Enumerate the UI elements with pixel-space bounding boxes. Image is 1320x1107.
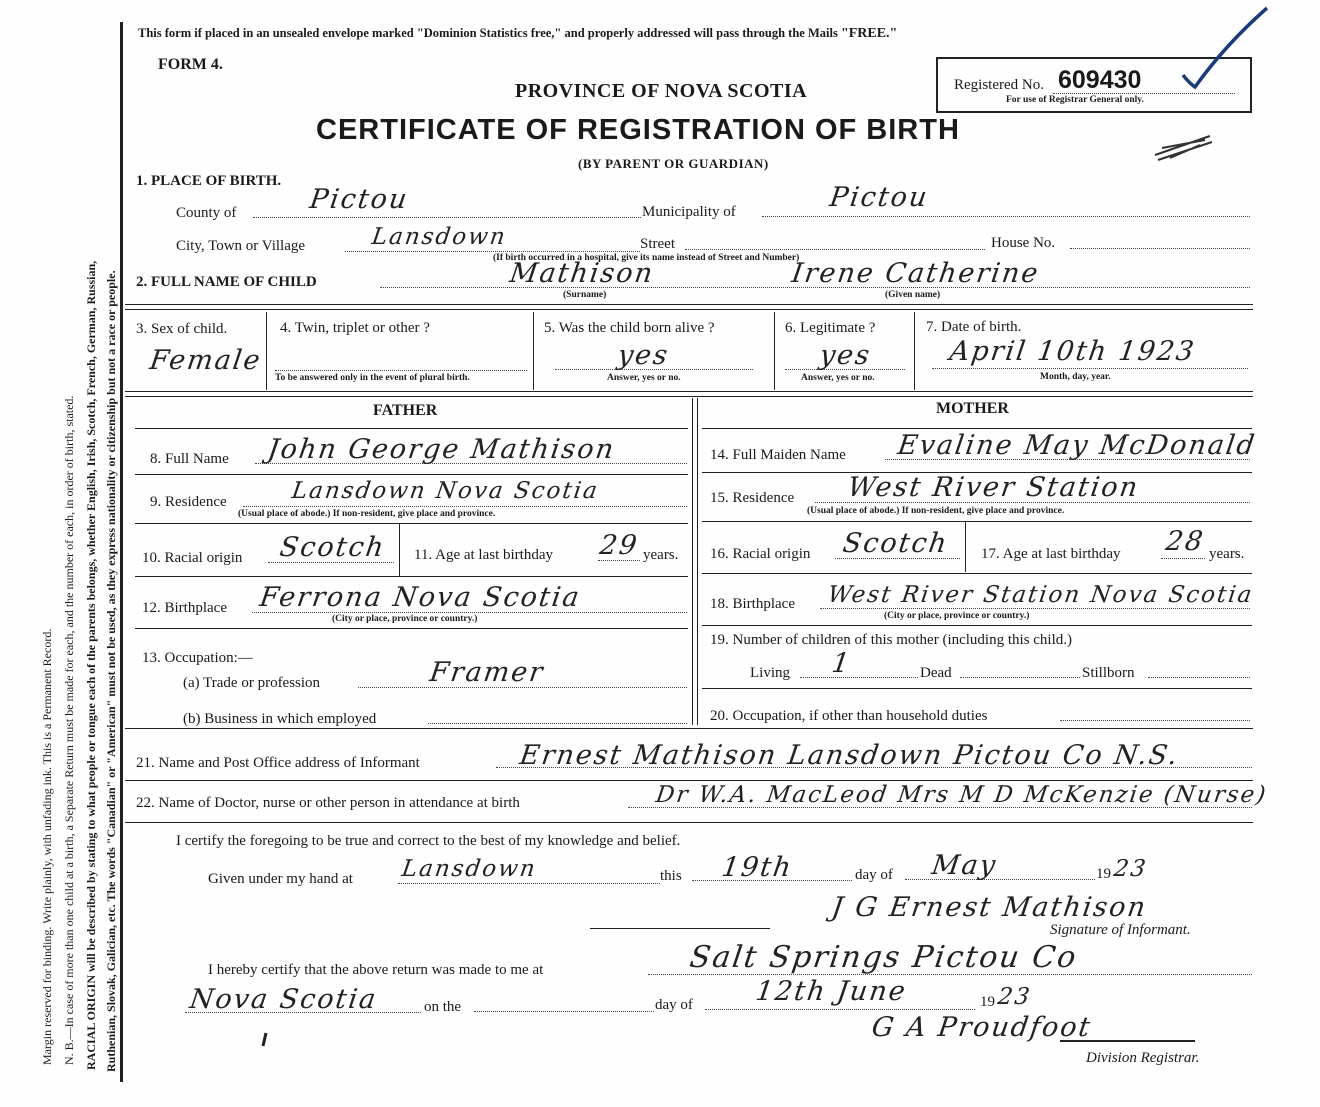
page-title: CERTIFICATE OF REGISTRATION OF BIRTH <box>316 114 960 146</box>
certify-year-value: 23 <box>1112 856 1150 882</box>
father-business-label: (b) Business in which employed <box>183 711 377 727</box>
father-residence-label: 9. Residence <box>150 494 227 510</box>
return-day-of-label: day of <box>655 997 693 1013</box>
child-surname: Mathison <box>507 258 657 289</box>
hospital-note: (If birth occurred in a hospital, give its name instead of Street and Number) <box>493 253 800 263</box>
surname-note: (Surname) <box>563 290 607 300</box>
mother-years-label: years. <box>1209 546 1245 562</box>
sex-label: 3. Sex of child. <box>136 321 228 337</box>
mother-birthplace-value: West River Station Nova Scotia <box>826 582 1256 608</box>
certify-day-value: 19th <box>719 852 795 883</box>
living-label: Living <box>750 665 790 681</box>
city-label: City, Town or Village <box>176 238 306 254</box>
margin-note-racial-origin-2: Ruthenian, Slovak, Galician, etc. The words "Canadian" or "American" must not be used, as they express nationality or citizenship but not a race or people. <box>104 270 118 1072</box>
mother-racial-label: 16. Racial origin <box>710 546 811 562</box>
return-date-value: 12th June <box>753 976 909 1007</box>
province-heading: PROVINCE OF NOVA SCOTIA <box>515 80 808 102</box>
doctor-label: 22. Name of Doctor, nurse or other person in attendance at birth <box>136 795 520 811</box>
dob-value: April 10th 1923 <box>947 336 1198 367</box>
father-name-value: John George Mathison <box>265 434 618 465</box>
father-trade-label: (a) Trade or profession <box>183 675 321 691</box>
given-place-value: Lansdown <box>400 856 539 882</box>
legitimate-value: yes <box>817 340 874 371</box>
certify-statement: I certify the foregoing to be true and correct to the best of my knowledge and belief. <box>176 833 681 849</box>
mother-name-value: Evaline May McDonald <box>895 430 1259 461</box>
given-name-note: (Given name) <box>885 290 941 300</box>
ink-scribble-icon <box>1150 130 1220 165</box>
mother-occupation-label: 20. Occupation, if other than household duties <box>710 708 988 724</box>
father-name-label: 8. Full Name <box>150 451 229 467</box>
municipality-value: Pictou <box>827 182 931 213</box>
sex-value: Female <box>147 345 264 376</box>
street-label: Street <box>640 236 675 252</box>
form-number: FORM 4. <box>158 56 223 73</box>
mother-abode-note: (Usual place of abode.) If non-resident, give place and province. <box>807 506 1065 516</box>
twin-note: To be answered only in the event of plural birth. <box>275 373 470 383</box>
given-under-hand-label: Given under my hand at <box>208 871 353 887</box>
father-birthplace-value: Ferrona Nova Scotia <box>257 582 583 613</box>
father-age-value: 29 <box>597 530 641 561</box>
informant-signature: J G Ernest Mathison <box>829 892 1150 923</box>
day-of-label: day of <box>855 867 893 883</box>
mother-age-label: 17. Age at last birthday <box>981 546 1121 562</box>
registrar-signature: G A Proudfoot <box>869 1012 1094 1043</box>
mother-name-label: 14. Full Maiden Name <box>710 447 846 463</box>
mother-birthplace-label: 18. Birthplace <box>710 596 795 612</box>
mother-birthplace-note: (City or place, province or country.) <box>884 611 1030 621</box>
dead-label: Dead <box>920 665 952 681</box>
checkmark-icon <box>1175 5 1275 90</box>
father-years-label: years. <box>643 547 679 563</box>
father-age-label: 11. Age at last birthday <box>414 547 553 563</box>
certify-month-value: May <box>929 850 1000 881</box>
division-registrar-label: Division Registrar. <box>1086 1050 1200 1066</box>
child-given-name: Irene Catherine <box>789 258 1042 289</box>
certify-year-prefix: 19 <box>1096 866 1111 882</box>
this-label: this <box>660 868 682 884</box>
return-year-value: 23 <box>996 984 1034 1010</box>
informant-label: 21. Name and Post Office address of Informant <box>136 755 420 771</box>
stillborn-label: Stillborn <box>1082 665 1135 681</box>
registered-label: Registered No. <box>954 77 1044 93</box>
father-residence-value: Lansdown Nova Scotia <box>290 478 601 504</box>
house-number-label: House No. <box>991 235 1056 251</box>
twin-label: 4. Twin, triplet or other ? <box>280 320 430 336</box>
page-subtitle: (BY PARENT OR GUARDIAN) <box>578 156 769 171</box>
mother-age-value: 28 <box>1163 526 1207 557</box>
return-made-label: I hereby certify that the above return was made to me at <box>208 962 544 978</box>
on-the-label: on the <box>424 999 462 1015</box>
children-count-label: 19. Number of children of this mother (including this child.) <box>710 632 1073 648</box>
return-place-value: Salt Springs Pictou Co <box>687 940 1080 975</box>
child-name-label: 2. FULL NAME OF CHILD <box>136 274 317 290</box>
father-racial-value: Scotch <box>277 532 388 563</box>
registrar-note: For use of Registrar General only. <box>1006 95 1144 105</box>
informant-signature-label: Signature of Informant. <box>1050 922 1191 938</box>
father-heading: FATHER <box>373 402 438 419</box>
mother-residence-label: 15. Residence <box>710 490 795 506</box>
mail-note: This form if placed in an unsealed envelope marked "Dominion Statistics free," and properly addressed will pass through the Mails "FREE." <box>138 26 898 41</box>
father-racial-label: 10. Racial origin <box>142 550 243 566</box>
margin-note-binding: Margin reserved for binding. Write plainly, with unfading ink. This is a Permanent Record. <box>40 628 54 1065</box>
dob-note: Month, day, year. <box>1040 372 1111 382</box>
living-value: 1 <box>829 648 854 679</box>
doctor-value: Dr W.A. MacLeod Mrs M D McKenzie (Nurse) <box>654 782 1270 808</box>
margin-note-multiple-births: N. B.—In case of more than one child at a birth, a Separate Return must be made for each, and the number of each, in order of birth, stated. <box>62 395 76 1065</box>
alive-value: yes <box>615 340 672 371</box>
father-occupation-label: 13. Occupation:— <box>142 650 253 666</box>
registered-number: 609430 <box>1058 66 1142 94</box>
informant-value: Ernest Mathison Lansdown Pictou Co N.S. <box>517 740 1182 771</box>
city-value: Lansdown <box>370 224 509 250</box>
municipality-label: Municipality of <box>642 204 736 220</box>
legitimate-label: 6. Legitimate ? <box>785 320 876 336</box>
dob-label: 7. Date of birth. <box>926 319 1022 335</box>
mother-heading: MOTHER <box>936 400 1009 417</box>
legitimate-answer-note: Answer, yes or no. <box>801 373 875 383</box>
margin-border <box>120 22 123 1082</box>
ink-mark-icon <box>258 1030 272 1050</box>
father-trade-value: Framer <box>427 657 547 688</box>
return-year-prefix: 19 <box>980 994 995 1010</box>
alive-label: 5. Was the child born alive ? <box>544 320 715 336</box>
father-birthplace-label: 12. Birthplace <box>142 600 227 616</box>
father-abode-note: (Usual place of abode.) If non-resident, give place and province. <box>238 509 496 519</box>
county-value: Pictou <box>307 184 411 215</box>
mother-racial-value: Scotch <box>840 528 951 559</box>
return-place-value-2: Nova Scotia <box>187 984 380 1015</box>
father-birthplace-note: (City or place, province or country.) <box>332 614 478 624</box>
mother-residence-value: West River Station <box>845 472 1142 503</box>
county-label: County of <box>176 205 237 221</box>
alive-answer-note: Answer, yes or no. <box>607 373 681 383</box>
margin-note-racial-origin: RACIAL ORIGIN will be described by stating to what people or tongue each of the parents belongs, whether English, Irish, Scotch, French, German, Russian, <box>84 260 98 1070</box>
place-of-birth-heading: 1. PLACE OF BIRTH. <box>136 173 282 189</box>
